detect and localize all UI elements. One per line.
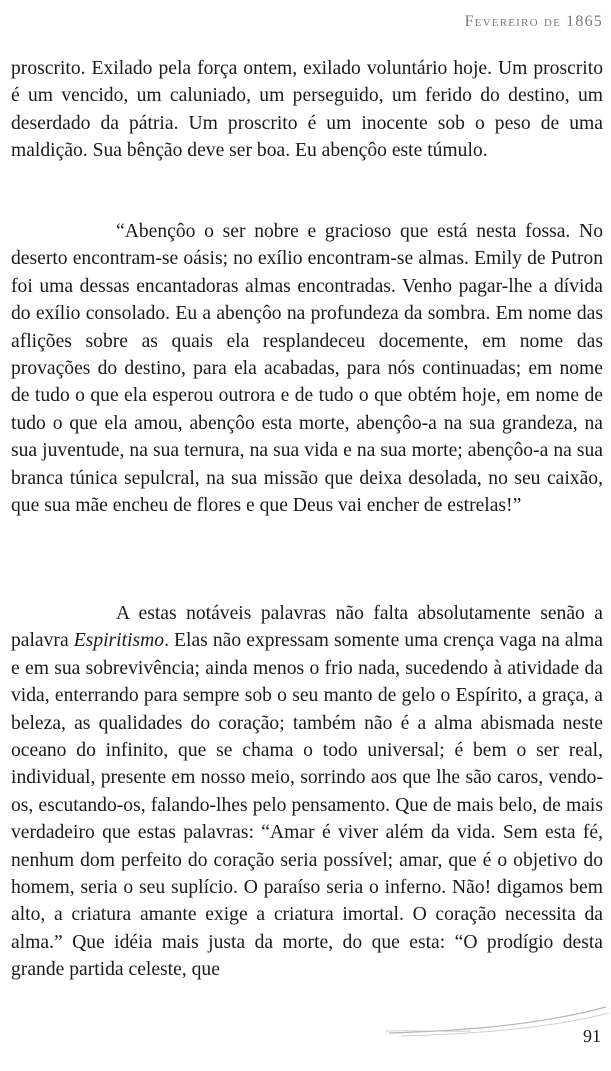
paragraph-commentary — [11, 600, 603, 984]
running-header: Fevereiro de 1865 — [464, 13, 603, 30]
paragraph-continuation: proscrito. Exilado pela força ontem, exilado voluntário hoje. Um proscrito é um vencido, um caluniado, um perseguido, um ferido do destino, um deserdado da pátria. Um proscrito é um inocente sob o peso de uma maldição. Sua bênção deve ser boa. Eu abençôo este túmulo. — [11, 58, 603, 162]
decorative-swoosh-icon — [381, 1001, 611, 1041]
italic-term: Espiritismo — [73, 630, 165, 652]
page-number: 91 — [583, 1026, 601, 1046]
paragraph-commentary-rest: . Elas não expressam somente uma crença vaga na alma e em sua sobrevivência; ainda menos o frio nada, sucedendo à atividade da vida, enterrando para sempre sob o seu manto de gelo o Espírito, a graça, a beleza, as qualidades do coração; também não é a alma abismada neste oceano do infinito, que se chama o todo universal; é bem o ser real, individual, presente em nosso meio, sorrindo aos que lhe são caros, vendo-os, escutando-os, falando-lhes pelo pensamento. Que de mais belo, de mais verdadeiro que estas palavras: “Amar é viver além da vida. Sem esta fé, nenhum dom perfeito do coração seria possível; amar, que é o objetivo do homem, seria o seu suplício. O paraíso seria o inferno. Não! digamos bem alto, a criatura amante exige a criatura imortal. O coração necessita da alma.” Que idéia mais justa da morte, do que esta: “O prodígio desta grande partida celeste, que — [11, 630, 603, 981]
paragraph-commentary-start: A estas notáveis palavras não falta absolutamente senão a palavra — [11, 603, 603, 652]
paragraph-quotation: “Abençôo o ser nobre e gracioso que está nesta fossa. No deserto encontram-se oásis; no exílio encontram-se almas. Emily de Putron foi uma dessas encantadoras almas encontradas. Venho pagar-lhe a dívida do exílio consolado. Eu a abençôo na profundeza da sombra. Em nome das aflições sobre as quais ela resplandeceu docemente, em nome das provações do destino, para ela acabadas, para nós continuadas; em nome de tudo o que ela esperou outrora e de tudo o que obtém hoje, em nome de tudo o que ela amou, abençôo esta morte, abençôo-a na sua grandeza, na sua juventude, na sua ternura, na sua vida e na sua morte; abençôo-a na sua branca túnica sepulcral, na sua missão que deixa desolada, no seu caixão, que sua mãe encheu de flores e que Deus vai encher de estrelas!” — [11, 221, 603, 517]
